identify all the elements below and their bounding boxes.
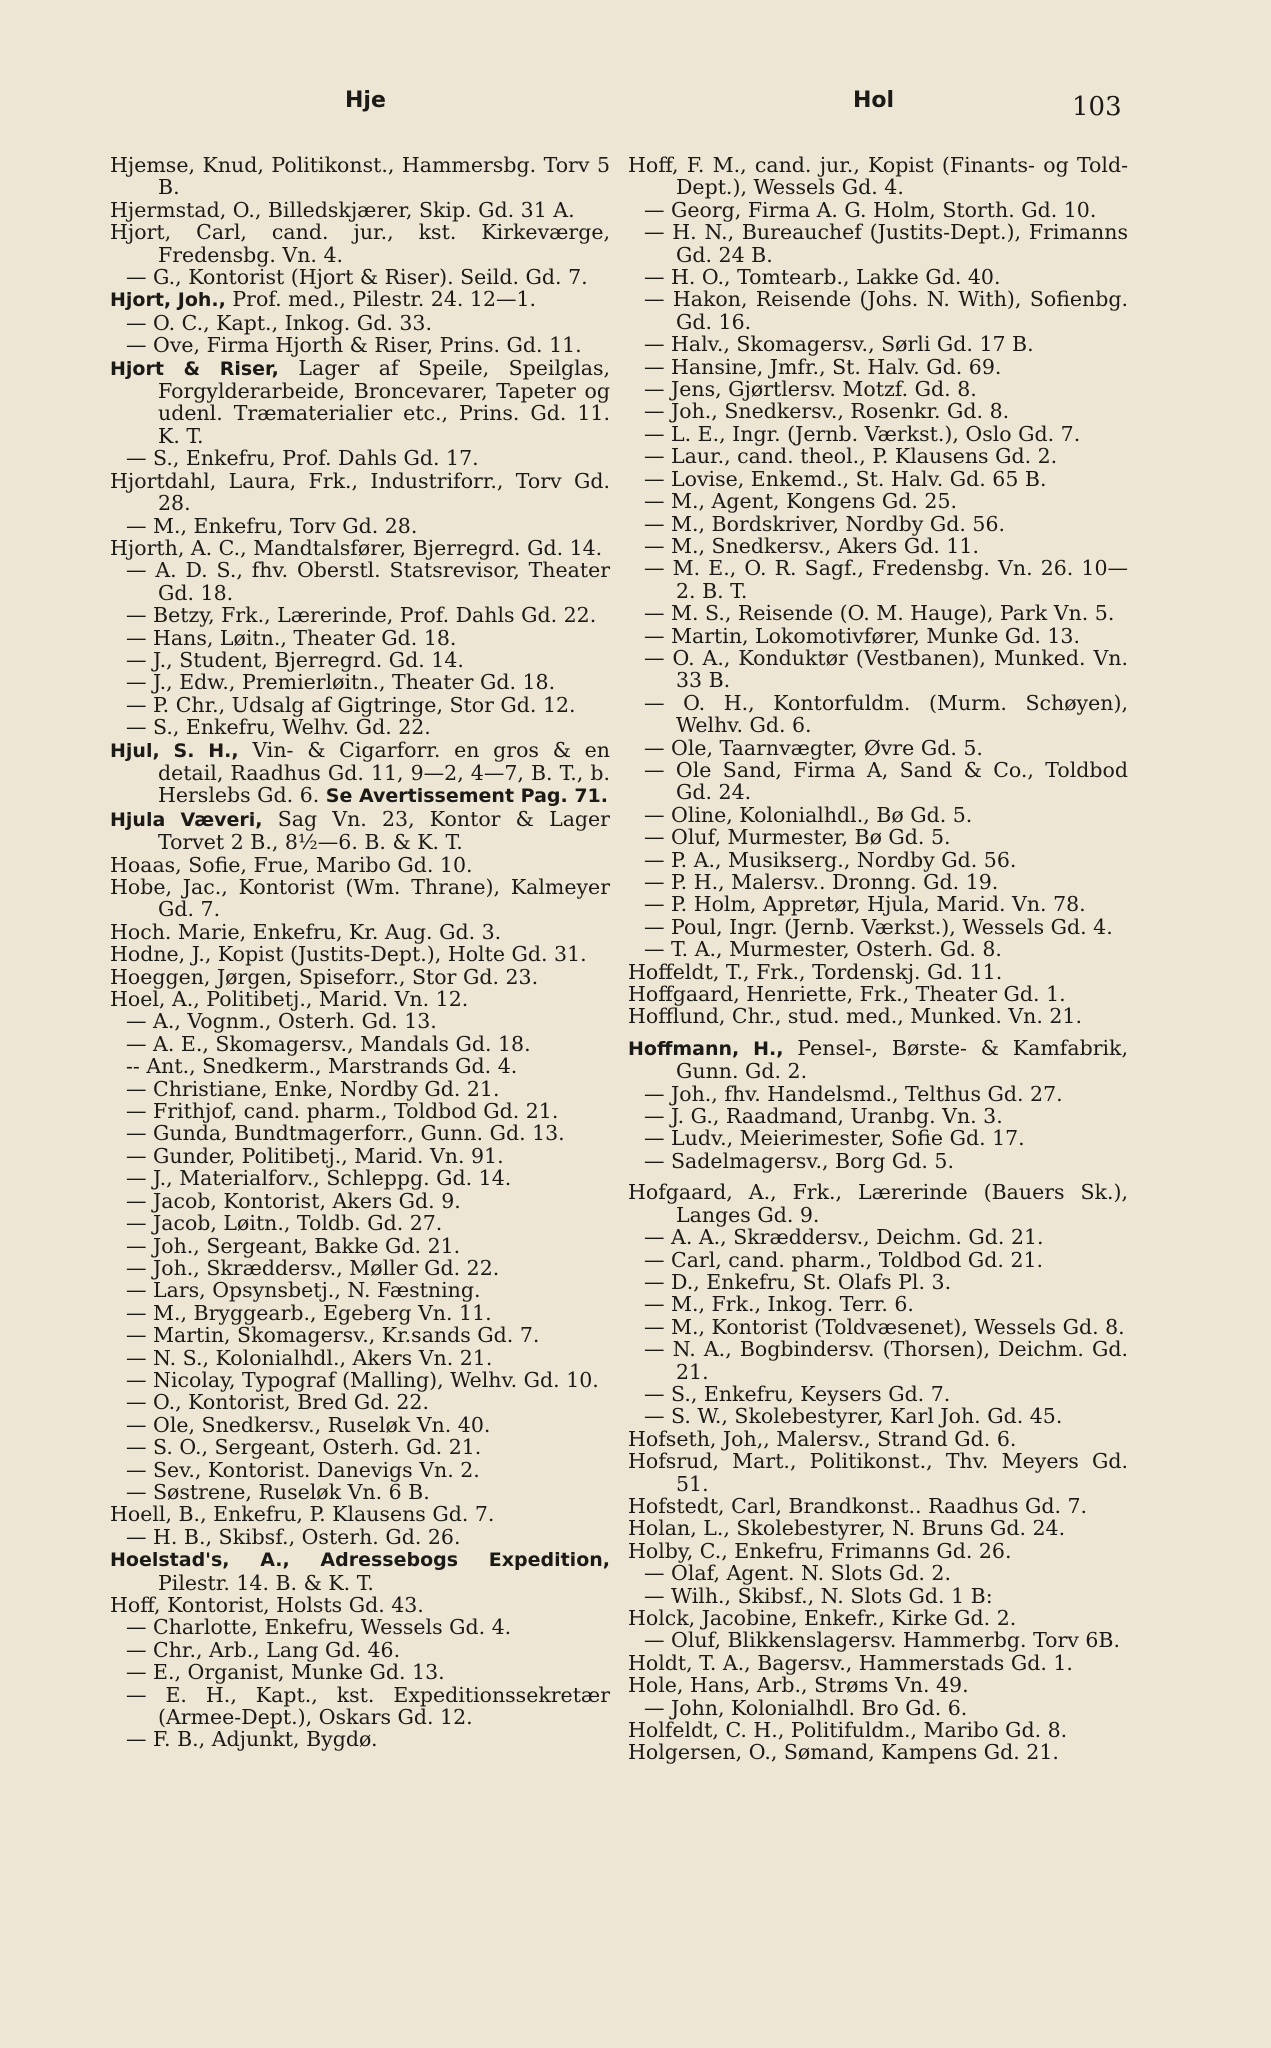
entry-text: — J., Student, Bjerregrd. Gd. 14. [126, 647, 464, 672]
entry-text: — P. H., Malersv.. Dronng. Gd. 19. [644, 870, 999, 894]
entry-text: — H. N., Bureauchef (Justits-Dept.), Frimanns Gd. 24 B. [644, 220, 1128, 267]
entry-text: Hoaas, Sofie, Frue, Maribo Gd. 10. [110, 852, 473, 877]
directory-entry [110, 627, 610, 649]
entry-text: — S., Enkefru, Welhv. Gd. 22. [126, 715, 431, 740]
directory-entry [110, 739, 610, 808]
entry-text: Hoff, Kontorist, Holsts Gd. 43. [110, 1593, 424, 1617]
entry-text: — J., Edw., Premierløitn., Theater Gd. 18. [126, 670, 556, 695]
directory-entry [110, 1212, 610, 1234]
right-column [628, 154, 1128, 1764]
entry-text: — Gunda, Bundtmagerforr., Gunn. Gd. 13. [126, 1121, 565, 1146]
entry-text: — Martin, Skomagersv., Kr.sands Gd. 7. [126, 1323, 540, 1348]
directory-entry [628, 1316, 1128, 1338]
directory-entry [628, 647, 1128, 692]
directory-entry [628, 871, 1128, 893]
directory-entry [628, 893, 1128, 915]
directory-entry [110, 1728, 610, 1750]
directory-entry [628, 288, 1128, 333]
entry-text: — Ove, Firma Hjorth & Riser, Prins. Gd. 11. [126, 333, 582, 358]
entry-text: Holfeldt, C. H., Politifuldm., Maribo Gd. 8. [628, 1718, 1068, 1743]
directory-entry [110, 854, 610, 876]
directory-entry [110, 1324, 610, 1346]
entry-text: — P. A., Musikserg., Nordby Gd. 56. [644, 847, 1017, 872]
entry-text: Holck, Jacobine, Enkefr., Kirke Gd. 2. [628, 1606, 1017, 1630]
left-column [110, 154, 610, 1751]
directory-entry [628, 1719, 1128, 1741]
directory-entry [110, 357, 610, 448]
directory-entry [110, 1684, 610, 1729]
entry-text: Vin- & Cigarforr. en gros & en detail, Raadhus Gd. 11, 9—2, 4—7, B. T., b. Herslebs Gd. 6. [158, 737, 611, 808]
directory-entry [628, 1181, 1128, 1226]
directory-entry [628, 759, 1128, 804]
directory-entry [628, 1249, 1128, 1271]
entry-text: — F. B., Adjunkt, Bygdø. [126, 1727, 378, 1752]
entry-text: — O., Kontorist, Bred Gd. 22. [126, 1390, 429, 1415]
directory-entry [110, 1167, 610, 1189]
entry-text: — Lovise, Enkemd., St. Halv. Gd. 65 B. [644, 466, 1047, 491]
directory-entry [628, 1037, 1128, 1083]
directory-entry [628, 221, 1128, 266]
entry-text: — Poul, Ingr. (Jernb. Værkst.), Wessels Gd. 4. [644, 914, 1113, 939]
entry-text: Hofsrud, Mart., Politikonst., Thv. Meyers Gd. 51. [628, 1449, 1128, 1496]
entry-text: — Oluf, Murmester, Bø Gd. 5. [644, 825, 951, 850]
entry-text: — S., Enkefru, Prof. Dahls Gd. 17. [126, 446, 479, 471]
directory-entry [110, 1100, 610, 1122]
directory-entry [110, 334, 610, 356]
directory-entry [628, 1271, 1128, 1293]
directory-entry [628, 1540, 1128, 1562]
directory-entry [628, 1697, 1128, 1719]
directory-entry [628, 983, 1128, 1005]
directory-entry [628, 1652, 1128, 1674]
entry-text: — M., Frk., Inkog. Terr. 6. [644, 1292, 914, 1317]
directory-entry [628, 938, 1128, 960]
directory-entry [110, 671, 610, 693]
directory-entry [110, 154, 610, 199]
entry-text: Holdt, T. A., Bagersv., Hammerstads Gd. 1. [628, 1650, 1073, 1675]
directory-entry [628, 826, 1128, 848]
directory-entry [628, 849, 1128, 871]
entry-text: Holan, L., Skolebestyrer, N. Bruns Gd. 24. [628, 1516, 1066, 1541]
directory-entry [628, 1226, 1128, 1248]
entry-text: — Halv., Skomagersv., Sørli Gd. 17 B. [644, 332, 1034, 357]
entry-text: — Carl, cand. pharm., Toldbod Gd. 21. [644, 1247, 1044, 1272]
entry-text: — Gunder, Politibetj., Marid. Vn. 91. [126, 1143, 504, 1168]
directory-entry [628, 423, 1128, 445]
entry-text: — A. A., Skræddersv., Deichm. Gd. 21. [644, 1225, 1044, 1250]
directory-entry [110, 312, 610, 334]
directory-entry [628, 804, 1128, 826]
entry-text: — M. S., Reisende (O. M. Hauge), Park Vn. 5. [644, 601, 1115, 626]
directory-entry [110, 1279, 610, 1301]
directory-entry [628, 1517, 1128, 1539]
entry-text: — Sev., Kontorist. Danevigs Vn. 2. [126, 1457, 480, 1482]
entry-bold-name: Hoelstad's, A., Adressebogs Expedition, [110, 1549, 610, 1572]
entry-text: — Chr., Arb., Lang Gd. 46. [126, 1637, 401, 1662]
directory-entry [628, 1674, 1128, 1696]
entry-text: — G., Kontorist (Hjort & Riser). Seild. Gd. 7. [126, 265, 588, 290]
entry-bold-name: Hjul, S. H., [110, 739, 239, 762]
directory-entry [110, 1369, 610, 1391]
directory-entry [110, 1414, 610, 1436]
directory-entry [628, 1150, 1128, 1172]
directory-entry [110, 537, 610, 559]
entry-text: — M., Bryggearb., Egeberg Vn. 11. [126, 1300, 492, 1325]
directory-entry [628, 1428, 1128, 1450]
directory-entry [628, 737, 1128, 759]
entry-bold-name: Hjort & Riser, [110, 357, 279, 380]
entry-text: Sag Vn. 23, Kontor & Lager Torvet 2 B., 8½—6. B. & K. T. [158, 806, 610, 855]
directory-entry [110, 1639, 610, 1661]
directory-entry [110, 1145, 610, 1167]
entry-text: — J., Materialforv., Schleppg. Gd. 14. [126, 1166, 512, 1191]
entry-text: — Laur., cand. theol., P. Klausens Gd. 2. [644, 444, 1058, 469]
entry-text: — T. A., Murmester, Osterh. Gd. 8. [644, 937, 1002, 962]
directory-entry [628, 1293, 1128, 1315]
entry-text: — Joh., Skræddersv., Møller Gd. 22. [126, 1255, 500, 1280]
entry-text: — Georg, Firma A. G. Holm, Storth. Gd. 10. [644, 197, 1097, 222]
entry-text: Pensel-, Børste- & Kamfabrik, Gunn. Gd. 2. [676, 1035, 1128, 1084]
entry-text: — M., Agent, Kongens Gd. 25. [644, 489, 958, 514]
directory-entry [628, 378, 1128, 400]
page-number: 103 [1072, 92, 1122, 122]
entry-text: — D., Enkefru, St. Olafs Pl. 3. [644, 1269, 952, 1294]
entry-text: — S. O., Sergeant, Osterh. Gd. 21. [126, 1435, 482, 1460]
entry-text: — Ole, Snedkersv., Ruseløk Vn. 40. [126, 1412, 491, 1437]
entry-text: — Oluf, Blikkenslagersv. Hammerbg. Torv 6B. [644, 1628, 1121, 1653]
directory-entry [628, 961, 1128, 983]
entry-text: Hole, Hans, Arb., Strøms Vn. 49. [628, 1673, 969, 1698]
header-right-guide-word: Hol [853, 88, 895, 113]
entry-text: — Frithjof, cand. pharm., Toldbod Gd. 21. [126, 1099, 559, 1124]
directory-entry [628, 1105, 1128, 1127]
entry-text: Hoffgaard, Henriette, Frk., Theater Gd. 1. [628, 982, 1066, 1007]
directory-entry [628, 333, 1128, 355]
entry-text: — Oline, Kolonialhdl., Bø Gd. 5. [644, 802, 973, 827]
entry-text: Hjermstad, O., Billedskjærer, Skip. Gd. 31 A. [110, 197, 575, 222]
directory-entry [110, 943, 610, 965]
directory-entry [628, 1005, 1128, 1027]
entry-text: — M., Kontorist (Toldvæsenet), Wessels Gd. 8. [644, 1314, 1125, 1339]
directory-entry [110, 199, 610, 221]
directory-entry [110, 515, 610, 537]
entry-text: Holgersen, O., Sømand, Kampens Gd. 21. [628, 1740, 1059, 1765]
entry-text: — N. A., Bogbindersv. (Thorsen), Deichm. Gd. 21. [644, 1337, 1128, 1384]
entry-text: — M., Enkefru, Torv Gd. 28. [126, 513, 418, 538]
entry-text: Hoell, B., Enkefru, P. Klausens Gd. 7. [110, 1502, 495, 1527]
entry-text: — Søstrene, Ruseløk Vn. 6 B. [126, 1479, 430, 1504]
directory-entry [110, 559, 610, 604]
directory-entry [628, 916, 1128, 938]
entry-text: Pilestr. 14. B. & K. T. [158, 1570, 374, 1595]
directory-entry [628, 1405, 1128, 1427]
entry-text: Hofseth, Joh,, Malersv., Strand Gd. 6. [628, 1426, 1017, 1451]
entry-text: Hodne, J., Kopist (Justits-Dept.), Holte Gd. 31. [110, 942, 587, 967]
entry-text: — M., Snedkersv., Akers Gd. 11. [644, 533, 979, 558]
entry-text: — S., Enkefru, Keysers Gd. 7. [644, 1381, 951, 1406]
entry-text: — A., Vognm., Osterh. Gd. 13. [126, 1009, 437, 1034]
entry-text: — Jacob, Løitn., Toldb. Gd. 27. [126, 1211, 443, 1236]
directory-entry [628, 557, 1128, 602]
entry-text: — Joh., fhv. Handelsmd., Telthus Gd. 27. [644, 1081, 1063, 1106]
directory-entry [110, 470, 610, 515]
directory-entry [628, 490, 1128, 512]
directory-entry [628, 1338, 1128, 1383]
directory-entry [628, 535, 1128, 557]
entry-text: Hofstedt, Carl, Brandkonst.. Raadhus Gd. 7. [628, 1493, 1088, 1518]
entry-text: — Jens, Gjørtlersv. Motzf. Gd. 8. [644, 377, 977, 402]
entry-text: — Jacob, Kontorist, Akers Gd. 9. [126, 1188, 461, 1213]
directory-entry [110, 1078, 610, 1100]
directory-entry [110, 1122, 610, 1144]
directory-entry [628, 692, 1128, 737]
directory-entry [110, 288, 610, 311]
entry-text: — E., Organist, Munke Gd. 13. [126, 1660, 445, 1685]
directory-entry [628, 400, 1128, 422]
entry-text: — P. Chr., Udsalg af Gigtringe, Stor Gd. 12. [126, 692, 576, 717]
directory-entry [110, 876, 610, 921]
entry-text: Holby, C., Enkefru, Frimanns Gd. 26. [628, 1538, 1012, 1563]
directory-entry [110, 1033, 610, 1055]
entry-text: — O. H., Kontorfuldm. (Murm. Schøyen), Welhv. Gd. 6. [644, 690, 1128, 738]
entry-text: Hofgaard, A., Frk., Lærerinde (Bauers Sk.), Langes Gd. 9. [628, 1180, 1128, 1227]
directory-entry [110, 1459, 610, 1481]
entry-text: — M., Bordskriver, Nordby Gd. 56. [644, 511, 1006, 536]
directory-entry [110, 988, 610, 1010]
directory-entry [110, 1548, 610, 1594]
directory-entry [628, 1562, 1128, 1584]
entry-text: — J. G., Raadmand, Uranbg. Vn. 3. [644, 1104, 1003, 1129]
directory-entry [110, 604, 610, 626]
directory-entry [628, 1495, 1128, 1517]
entry-text: — Joh., Snedkersv., Rosenkr. Gd. 8. [644, 399, 1010, 424]
directory-entry [110, 1235, 610, 1257]
directory-entry [628, 199, 1128, 221]
entry-bold-name: Hjort, Joh., [110, 289, 226, 312]
directory-entry [110, 1526, 610, 1548]
directory-entry [628, 1127, 1128, 1149]
directory-entry [110, 808, 610, 854]
directory-entry [628, 1629, 1128, 1651]
directory-entry [110, 1616, 610, 1638]
entry-text: — Betzy, Frk., Lærerinde, Prof. Dahls Gd. 22. [126, 603, 597, 628]
entry-text: — Hans, Løitn., Theater Gd. 18. [126, 625, 457, 650]
directory-entry [110, 266, 610, 288]
entry-text: — P. Holm, Appretør, Hjula, Marid. Vn. 78. [644, 892, 1086, 917]
entry-text: Lager af Speile, Speilglas, Forgylderarbeide, Broncevarer, Tapeter og udenl. Træmaterialier etc., Prins. Gd. 11. K. T. [158, 355, 610, 448]
directory-entry [110, 716, 610, 738]
entry-text: — O. A., Konduktør (Vestbanen), Munked. Vn. 33 B. [644, 645, 1128, 693]
entry-text: — Ole Sand, Firma A, Sand & Co., Toldbod Gd. 24. [644, 757, 1128, 805]
entry-text: Hjemse, Knud, Politikonst., Hammersbg. Torv 5 B. [110, 153, 610, 200]
entry-text: — H. O., Tomtearb., Lakke Gd. 40. [644, 265, 1001, 290]
entry-text: Hoel, A., Politibetj., Marid. Vn. 12. [110, 987, 469, 1012]
entry-text: — Ole, Taarnvægter, Øvre Gd. 5. [644, 735, 983, 760]
directory-entry [628, 1607, 1128, 1629]
directory-entry [628, 513, 1128, 535]
directory-entry [628, 468, 1128, 490]
entry-text: — O. C., Kapt., Inkog. Gd. 33. [126, 310, 432, 335]
entry-text: Hobe, Jac., Kontorist (Wm. Thrane), Kalmeyer Gd. 7. [110, 875, 610, 922]
directory-entry [628, 1083, 1128, 1105]
entry-text: Hoff, F. M., cand. jur., Kopist (Finants- og Told-Dept.), Wessels Gd. 4. [628, 153, 1128, 200]
entry-bold-name: Hoffmann, H., [628, 1037, 784, 1060]
directory-entry [628, 356, 1128, 378]
entry-text: — A. E., Skomagersv., Mandals Gd. 18. [126, 1031, 531, 1056]
entry-text: Hofflund, Chr., stud. med., Munked. Vn. 21. [628, 1004, 1082, 1029]
entry-text: Hoffeldt, T., Frk., Tordenskj. Gd. 11. [628, 959, 1003, 984]
entry-bold-name: Hjula Væveri, [110, 808, 263, 831]
entry-text: Hjortdahl, Laura, Frk., Industriforr., Torv Gd. 28. [110, 468, 610, 516]
directory-entry [110, 447, 610, 469]
directory-entry [628, 1383, 1128, 1405]
entry-text: — Hansine, Jmfr., St. Halv. Gd. 69. [644, 354, 1002, 379]
directory-entry [628, 1585, 1128, 1607]
entry-text: Hjort, Carl, cand. jur., kst. Kirkeværge, Fredensbg. Vn. 4. [110, 220, 610, 267]
directory-entry [110, 1481, 610, 1503]
entry-text: — N. S., Kolonialhdl., Akers Vn. 21. [126, 1345, 493, 1370]
directory-entry [628, 1450, 1128, 1495]
directory-entry [110, 1010, 610, 1032]
directory-entry [110, 221, 610, 266]
entry-text: — Ludv., Meierimester, Sofie Gd. 17. [644, 1126, 1025, 1151]
entry-text: — Sadelmagersv., Borg Gd. 5. [644, 1148, 954, 1173]
directory-entry [628, 625, 1128, 647]
entry-text: — Wilh., Skibsf., N. Slots Gd. 1 B: [644, 1583, 993, 1608]
entry-text: — Olaf, Agent. N. Slots Gd. 2. [644, 1561, 951, 1586]
directory-entry [110, 694, 610, 716]
entry-bold-note: Se Avertissement Pag. 71. [325, 785, 608, 808]
directory-entry [110, 1503, 610, 1525]
entry-text: -- Ant., Snedkerm., Marstrands Gd. 4. [126, 1054, 518, 1079]
entry-text: — L. E., Ingr. (Jernb. Værkst.), Oslo Gd. 7. [644, 421, 1081, 446]
directory-entry [110, 1190, 610, 1212]
entry-text: — E. H., Kapt., kst. Expeditionssekretær (Armee-Dept.), Oskars Gd. 12. [126, 1682, 610, 1730]
directory-entry [110, 921, 610, 943]
entry-text: — Charlotte, Enkefru, Wessels Gd. 4. [126, 1615, 512, 1640]
directory-entry [110, 966, 610, 988]
directory-entry [110, 1594, 610, 1616]
directory-entry [628, 266, 1128, 288]
entry-text: — Martin, Lokomotivfører, Munke Gd. 13. [644, 623, 1080, 648]
directory-entry [628, 445, 1128, 467]
directory-entry [628, 154, 1128, 199]
entry-text: Prof. med., Pilestr. 24. 12—1. [225, 287, 537, 312]
directory-entry [110, 1055, 610, 1077]
directory-entry [110, 1661, 610, 1683]
entry-text: — H. B., Skibsf., Osterh. Gd. 26. [126, 1524, 461, 1549]
entry-text: — John, Kolonialhdl. Bro Gd. 6. [644, 1695, 968, 1720]
entry-text: Hoch. Marie, Enkefru, Kr. Aug. Gd. 3. [110, 919, 502, 944]
entry-text: — Lars, Opsynsbetj., N. Fæstning. [126, 1278, 481, 1303]
entry-text: — A. D. S., fhv. Oberstl. Statsrevisor, Theater Gd. 18. [126, 558, 610, 605]
directory-entry [110, 1347, 610, 1369]
directory-entry [628, 602, 1128, 624]
entry-text: — Joh., Sergeant, Bakke Gd. 21. [126, 1233, 461, 1258]
directory-entry [110, 649, 610, 671]
directory-entry [110, 1257, 610, 1279]
entry-text: Hjorth, A. C., Mandtalsfører, Bjerregrd. Gd. 14. [110, 535, 603, 560]
directory-entry [110, 1391, 610, 1413]
entry-text: — Hakon, Reisende (Johs. N. With), Sofienbg. Gd. 16. [644, 287, 1128, 334]
entry-text: — M. E., O. R. Sagf., Fredensbg. Vn. 26. 10—2. B. T. [644, 556, 1128, 603]
directory-entry [628, 1741, 1128, 1763]
entry-text: — Christiane, Enke, Nordby Gd. 21. [126, 1076, 500, 1101]
header-left-guide-word: Hje [345, 88, 386, 113]
directory-entry [110, 1302, 610, 1324]
entry-text: — S. W., Skolebestyrer, Karl Joh. Gd. 45. [644, 1404, 1063, 1429]
entry-text: Hoeggen, Jørgen, Spiseforr., Stor Gd. 23. [110, 964, 539, 989]
entry-text: — Nicolay, Typograf (Malling), Welhv. Gd. 10. [126, 1367, 599, 1392]
directory-entry [110, 1436, 610, 1458]
